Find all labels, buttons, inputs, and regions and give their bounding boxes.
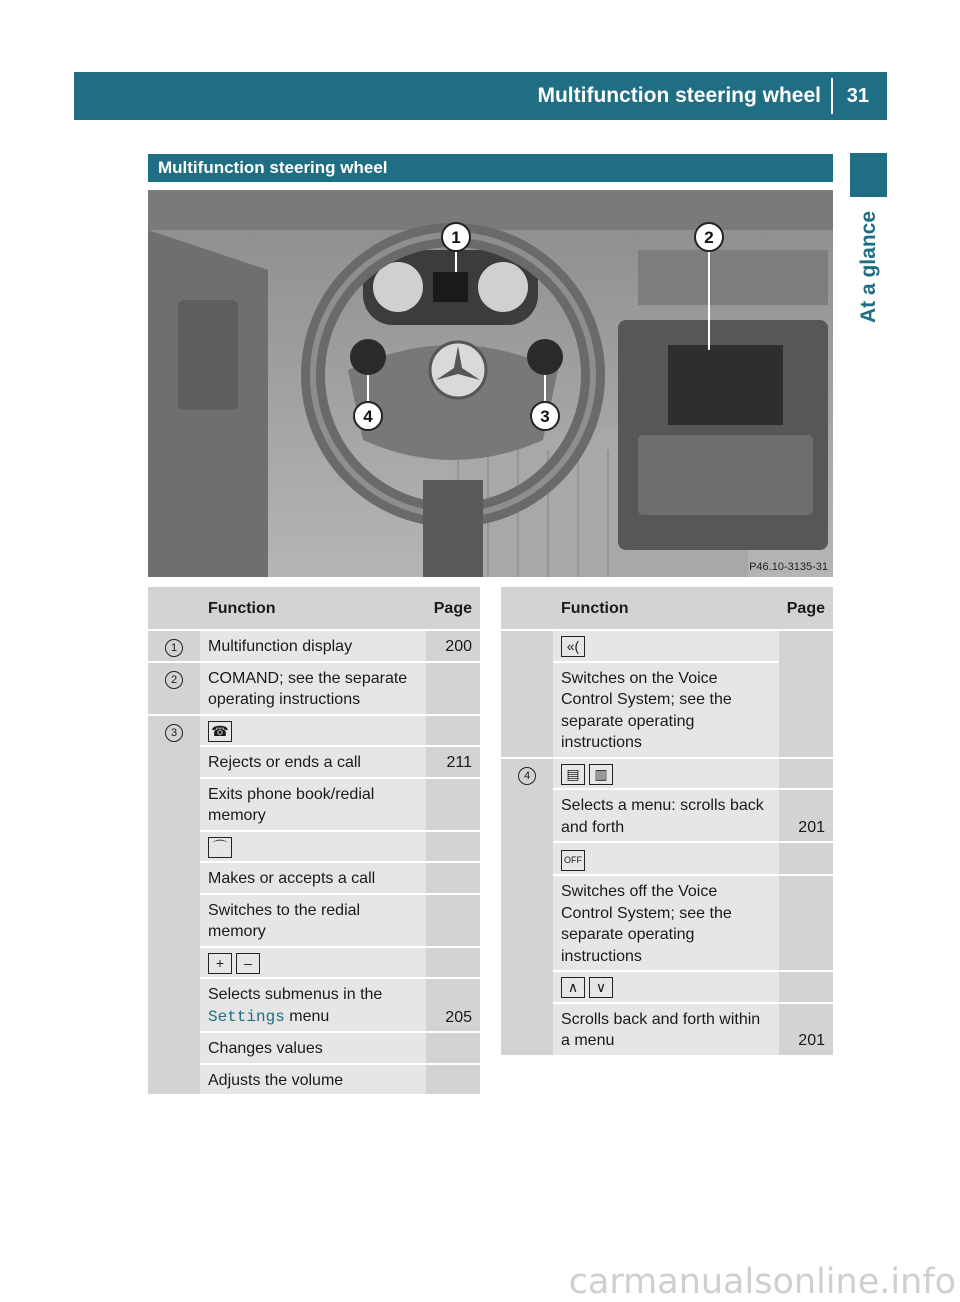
- page-header-bar: [74, 72, 887, 120]
- function-text: Rejects or ends a call: [200, 746, 426, 778]
- page-ref: [426, 662, 480, 715]
- function-text: Adjusts the volume: [200, 1064, 426, 1095]
- page-ref: 211: [426, 746, 480, 778]
- table-row: [148, 662, 480, 715]
- callout-3: [531, 402, 559, 430]
- callout-1: [442, 223, 470, 251]
- function-text: Switches to the redial memory: [200, 894, 426, 947]
- header-function: Function: [200, 587, 426, 630]
- side-tab-marker: [850, 153, 887, 197]
- side-tab-label: At a glance: [857, 210, 880, 324]
- function-text: Selects a menu: scrolls back and forth: [553, 789, 779, 842]
- header-page: Page: [779, 587, 833, 630]
- page-ref: 201: [779, 1003, 833, 1055]
- svg-text:2: 2: [704, 228, 714, 247]
- scroll-down-key-icon: ∨: [589, 977, 613, 998]
- settings-menu-code: Settings: [208, 1007, 285, 1026]
- svg-text:4: 4: [363, 407, 373, 426]
- header-divider: [831, 78, 833, 114]
- page-number: 31: [846, 85, 869, 107]
- scroll-up-key-icon: ∧: [561, 977, 585, 998]
- watermark: carmanualsonline.info: [568, 1262, 956, 1302]
- function-text: Makes or accepts a call: [200, 862, 426, 894]
- function-text: Selects submenus in the Settings menu: [200, 978, 426, 1032]
- menu-back-key-icon: ▤: [561, 764, 585, 785]
- table-row: [148, 630, 480, 662]
- minus-key-icon: –: [236, 953, 260, 974]
- function-table-left: [148, 587, 480, 1094]
- figure-code: P46.10-3135-31: [749, 561, 828, 573]
- voice-control-key-icon: «(: [561, 636, 585, 657]
- page-ref: 205: [426, 978, 480, 1032]
- steering-wheel-photo: [148, 190, 833, 577]
- function-text: Switches on the Voice Control System; see the separate operating instructions: [553, 662, 779, 758]
- function-text: Scrolls back and forth within a menu: [553, 1003, 779, 1055]
- section-title-bar: [148, 154, 833, 182]
- page-ref: 200: [426, 630, 480, 662]
- callout-4: [354, 402, 382, 430]
- voice-off-key-icon: OFF: [561, 850, 585, 871]
- function-text: Switches off the Voice Control System; see the separate operating instructions: [553, 875, 779, 971]
- page-header-title: Multifunction steering wheel: [537, 84, 821, 107]
- svg-text:3: 3: [540, 407, 550, 426]
- section-title: Multifunction steering wheel: [158, 158, 388, 177]
- function-table-right: [501, 587, 833, 1055]
- callout-2: [695, 223, 723, 251]
- header-page: Page: [426, 587, 480, 630]
- page-ref: 201: [779, 789, 833, 842]
- svg-text:1: 1: [451, 228, 461, 247]
- menu-forward-key-icon: ▥: [589, 764, 613, 785]
- table-row: [148, 715, 480, 747]
- header-function: Function: [553, 587, 779, 630]
- table-row: [501, 758, 833, 790]
- item-number: 1: [165, 639, 183, 657]
- hang-up-key-icon: ☎: [208, 721, 232, 742]
- function-text: Exits phone book/redial memory: [200, 778, 426, 831]
- plus-key-icon: +: [208, 953, 232, 974]
- function-text: COMAND; see the separate operating instructions: [200, 662, 426, 715]
- item-number: 3: [165, 724, 183, 742]
- call-key-icon: ⌒: [208, 837, 232, 858]
- table-row: [501, 630, 833, 662]
- item-number: 2: [165, 671, 183, 689]
- function-text: Multifunction display: [200, 630, 426, 662]
- function-text: Changes values: [200, 1032, 426, 1064]
- item-number: 4: [518, 767, 536, 785]
